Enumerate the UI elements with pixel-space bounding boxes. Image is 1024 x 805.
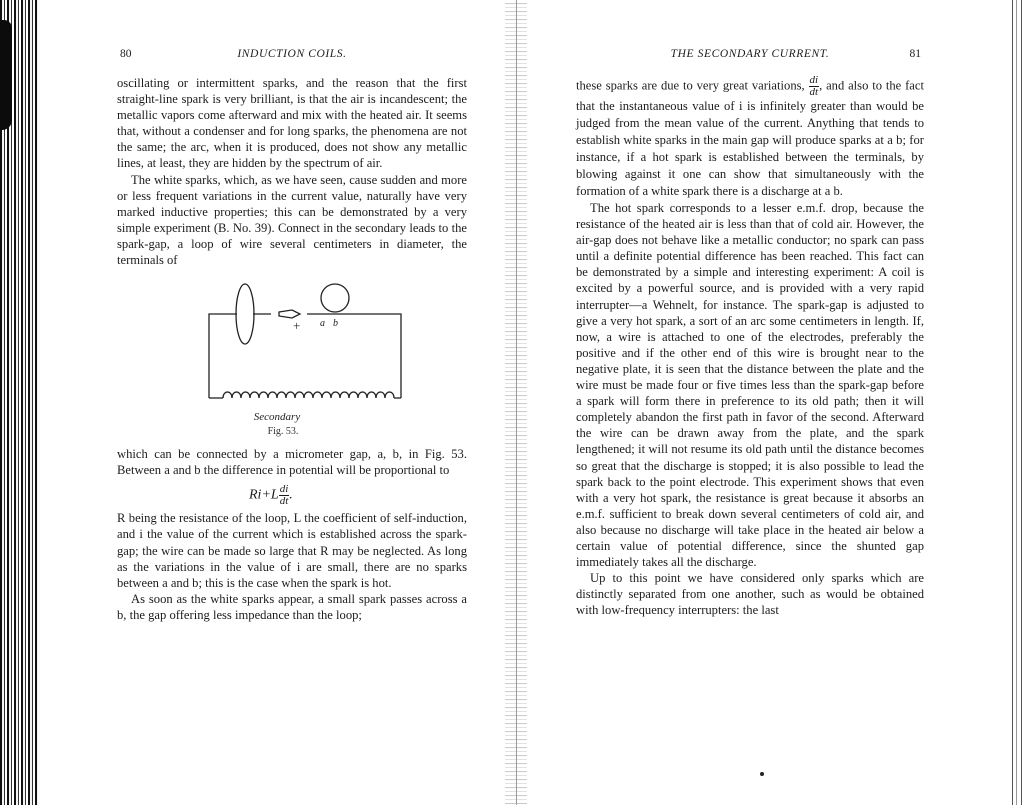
formula-lhs: Ri+L: [249, 488, 279, 504]
label-b: b: [333, 318, 338, 330]
right-para1-frac-num: di: [809, 74, 819, 86]
circuit-wire-left: [209, 314, 237, 398]
right-para1-mid: , and also: [819, 78, 869, 93]
formula: [249, 484, 293, 507]
right-paragraph-3: Up to this point we have considered only sparks which are distinctly separated from one another, such as would be obtained with low-frequency interrupters: the last: [576, 571, 924, 618]
left-running-head: [117, 46, 467, 64]
formula-block: [117, 478, 467, 510]
secondary-coil-winding: [223, 392, 394, 398]
left-page: [117, 46, 467, 623]
left-paragraph-4: R being the resistance of the loop, L the coefficient of self-induction, and i the value of the current which is established across the spark-gap; the wire can be made so large that R may be neglected. As long as the variations in the value of i are small, there are no sparks between a and b; this is the case when the spark is hot.: [117, 511, 467, 590]
figure-caption: Fig. 53.: [267, 426, 299, 438]
label-a: a: [320, 318, 325, 330]
left-paragraph-1: oscillating or intermittent sparks, and the reason that the first straight-line spark is very brilliant, is that the air is incandescent; the metallic vapors come afterward and mix with the heated air. It seems that, without a condenser and for long sparks, the phenomena are not the same; the arc, when it is produced, does not show any metallic lines, at least, they are hidden by the spectrum of air.: [117, 76, 467, 171]
left-paragraph-2: The white sparks, which, as we have seen, cause sudden and more or less frequent variations in the current value, naturally have very marked inductive properties; this can be demonstrated by a very simple experiment (B. No. 39). Connect in the secondary leads to the spark-gap, a loop of wire several centimeters in diameter, the terminals of: [117, 172, 467, 268]
gutter-fold-line: [516, 0, 517, 805]
right-page-number: 81: [909, 48, 921, 60]
right-running-head: [576, 46, 924, 64]
formula-numerator: di: [279, 483, 289, 496]
figure-53: [117, 268, 467, 446]
right-paragraph-1: [576, 75, 924, 200]
point-electrode: [279, 310, 300, 318]
spark-gap-electrode-plate: [236, 284, 254, 344]
right-page-edge: [1008, 0, 1024, 805]
right-para1-frac-den: dt: [809, 86, 819, 98]
circuit-diagram: [117, 268, 467, 446]
right-page: [576, 46, 924, 618]
right-para1-rest: to the fact that the instantaneous value of i is infinitely greater than would be judged from the mean value of the current. Anything that tends to establish white sparks in the main gap will produce sparks at a b; for instance, if a hot spark is established between the terminals, by blowing against it one can show that simultaneously with the formation of a white spark there is a discharge at a b.: [576, 78, 924, 198]
left-paragraph-3: which can be connected by a micrometer gap, a, b, in Fig. 53. Between a and b the difference in potential will be proportional to: [117, 447, 467, 478]
left-running-title: INDUCTION COILS.: [237, 48, 347, 60]
right-paragraph-2: The hot spark corresponds to a lesser e.m.f. drop, because the resistance of the heated air is less than that of cold air. However, the air-gap does not behave like a metallic conductor; no spark can pass until a definite potential difference has been reached. This fact can be demonstrated by a simple and interesting experiment: A coil is excited by a powerful source, and is provided with a very rapid interrupter—a Wehnelt, for instance. The spark-gap is adjusted to give a very hot spark, a sort of an arc some centimeters in length. If, now, a wire is attached to one of the electrodes, preferably the positive and if the other end of this wire is brought near to the negative plate, it is seen that the distance between the plate and the wire must be made four or five times less than the spark-gap before a spark will form there in preference to its old path; then it will completely abandon the first path in favor of the second. Afterward the wire can be drawn away from the plate, and the spark lengthened; it will not resume its old path until the distance becomes so great that the discharge is stopped; it is also possible to lead the spark back to the point electrode. This experiment shows that even with a very hot spark, the resistance is great because it absorbs an e.m.f. sufficient to break down several centimeters of cold air, and also because no discharge will take place in the heated air below a certain value of potential difference, since the shunted gap immediately takes all the discharge.: [576, 201, 924, 570]
coil-label: Secondary: [253, 411, 301, 424]
right-running-title: THE SECONDARY CURRENT.: [670, 48, 830, 60]
circuit-wire-right: [339, 314, 401, 398]
left-paragraph-5: As soon as the white sparks appear, a small spark passes across a b, the gap offering less impedance than the loop;: [117, 591, 467, 622]
formula-fraction: [279, 484, 290, 507]
binding-shadow: [0, 20, 12, 130]
wire-loop: [321, 284, 349, 312]
right-para1-fraction: [809, 75, 820, 98]
formula-denominator: dt: [279, 495, 289, 508]
formula-trail: .: [289, 488, 293, 504]
left-page-number: 80: [120, 48, 132, 60]
right-para1-start: these sparks are due to very great variations,: [576, 78, 805, 93]
plus-label: +: [293, 318, 301, 334]
page-speck: [760, 772, 764, 776]
